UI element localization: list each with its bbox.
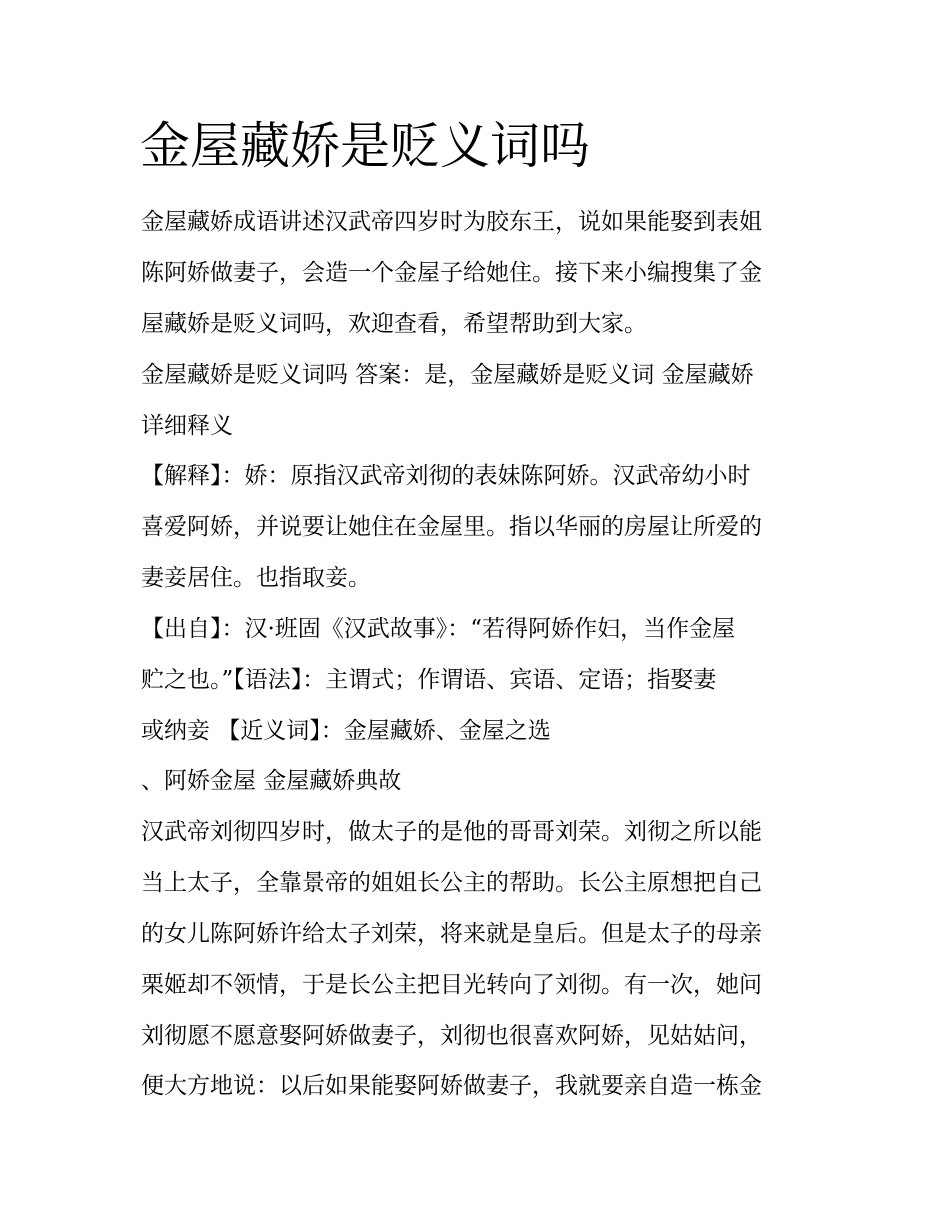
document-title: 金屋藏娇是贬义词吗 [140, 117, 590, 175]
body-line-1: 金屋藏娇成语讲述汉武帝四岁时为胶东王，说如果能娶到表姐 [141, 209, 762, 235]
body-line-14: 当上太子，全靠景帝的姐姐长公主的帮助。长公主原想把自己 [141, 870, 762, 896]
body-line-4: 金屋藏娇是贬义词吗 答案：是，金屋藏娇是贬义词 金屋藏娇 [141, 362, 754, 388]
body-line-12: 、阿娇金屋 金屋藏娇典故 [141, 768, 402, 794]
body-line-8: 妻妾居住。也指取妾。 [141, 565, 371, 591]
body-line-6: 【解释】：娇：原指汉武帝刘彻的表妹陈阿娇。汉武帝幼小时 [141, 463, 751, 489]
body-line-10: 贮之也。”【语法】：主谓式；作谓语、宾语、定语；指娶妻 [141, 667, 717, 693]
body-line-18: 便大方地说：以后如果能娶阿娇做妻子，我就要亲自造一栋金 [141, 1073, 762, 1099]
body-line-9: 【出自】：汉·班固《汉武故事》：“若得阿娇作妇，当作金屋 [141, 616, 736, 642]
body-line-11: 或纳妾 【近义词】：金屋藏娇、金屋之选 [141, 718, 551, 744]
body-line-17: 刘彻愿不愿意娶阿娇做妻子，刘彻也很喜欢阿娇，见姑姑问， [141, 1023, 762, 1049]
body-line-13: 汉武帝刘彻四岁时，做太子的是他的哥哥刘荣。刘彻之所以能 [141, 819, 762, 845]
body-line-5: 详细释义 [141, 413, 233, 439]
body-line-3: 屋藏娇是贬义词吗，欢迎查看，希望帮助到大家。 [141, 311, 647, 337]
body-line-15: 的女儿陈阿娇许给太子刘荣，将来就是皇后。但是太子的母亲 [141, 921, 762, 947]
body-line-16: 栗姬却不领情，于是长公主把目光转向了刘彻。有一次，她问 [141, 972, 762, 998]
body-line-7: 喜爱阿娇，并说要让她住在金屋里。指以华丽的房屋让所爱的 [141, 514, 762, 540]
body-line-2: 陈阿娇做妻子，会造一个金屋子给她住。接下来小编搜集了金 [141, 260, 762, 286]
